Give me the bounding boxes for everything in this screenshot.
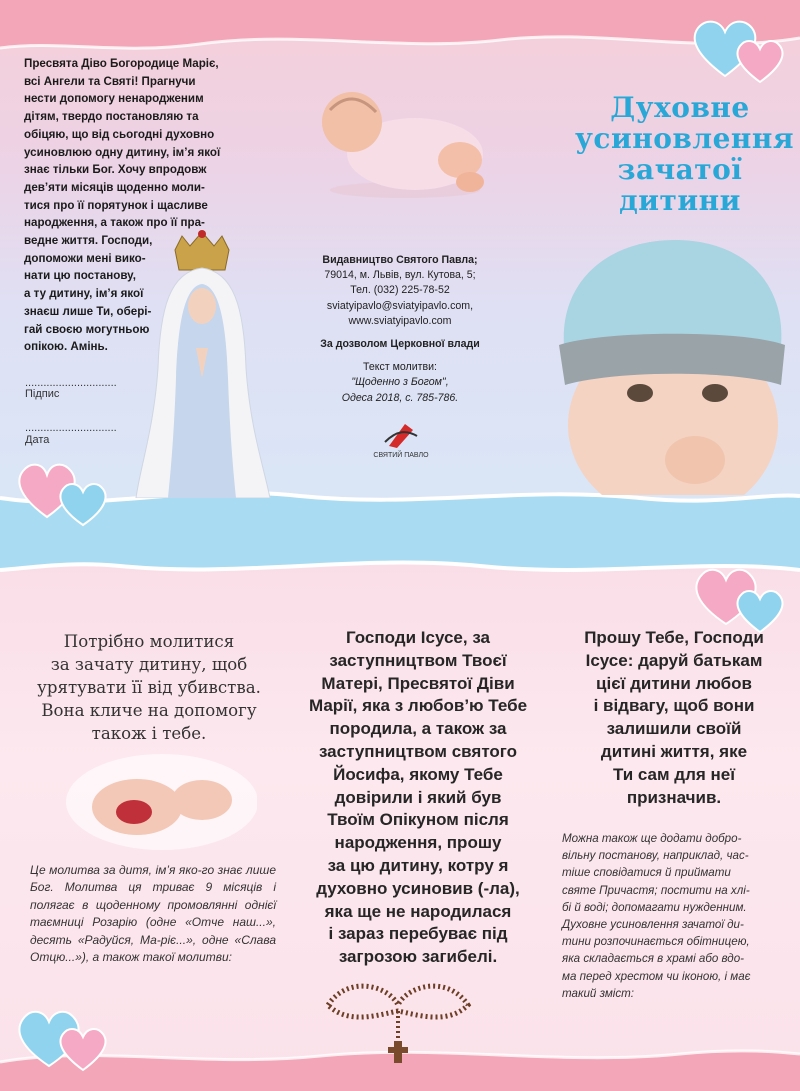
- title-line: Духовне: [610, 91, 750, 124]
- prayer-line: гай своєю могутньою: [24, 322, 150, 336]
- main-prayer-text: [290, 627, 546, 969]
- prayer-line: а ту дитину, ім’я якої: [24, 287, 144, 301]
- instruction-line: тини розпочинається обітницею,: [562, 935, 750, 949]
- instruction-line: яка складається в храмі або вдо-: [562, 952, 745, 966]
- baby-feet-photo: [62, 752, 257, 852]
- prayer-source-book: "Щоденно з Богом",: [351, 376, 449, 389]
- prayer-line: нати цю постанову,: [24, 269, 136, 283]
- prayer-line: народження, а також про її пра-: [24, 216, 205, 230]
- church-permission: За дозволом Церковної влади: [320, 338, 480, 351]
- prayer-line: опікою. Амінь.: [24, 340, 108, 354]
- signature-label: Підпис: [25, 388, 60, 400]
- brochure-title: [575, 91, 795, 217]
- instruction-line: святе Причастя; постити на хлі-: [562, 883, 750, 897]
- petition-line: Ти сам для неї: [612, 764, 736, 784]
- petition-line: призначив.: [626, 787, 722, 807]
- prayer-line: обіцяю, що від сьогодні духовно: [24, 127, 215, 141]
- main-prayer-line: Господи Ісусе, за: [345, 628, 491, 647]
- petition-line: цієї дитини любов: [596, 673, 752, 693]
- main-prayer-line: Твоїм Опікуном після: [327, 810, 509, 830]
- main-prayer-line: Матері, Пресвятої Діви: [321, 673, 515, 693]
- instruction-line: Можна також ще додати добро-: [562, 832, 742, 845]
- prayer-line: тися про її порятунок і щасливе: [24, 198, 208, 212]
- spiritual-adoption-vow: [24, 55, 256, 356]
- publisher-phone: Тел. (032) 225-78-52: [350, 284, 450, 297]
- call-line: Вона кличе на допомогу: [41, 701, 257, 720]
- petition-line: і відвагу, щоб вони: [593, 696, 755, 716]
- prayer-source-details: Одеса 2018, с. 785-786.: [341, 391, 459, 404]
- main-prayer-line: духовно усиновив (-ла),: [316, 878, 520, 898]
- publisher-logo-text: СВЯТИЙ ПАВЛО: [373, 452, 429, 459]
- instruction-line: такий зміст:: [562, 986, 635, 1000]
- hearts-bottom-left-icon: [15, 1000, 115, 1075]
- main-prayer-line: яка ще не народилася: [324, 901, 512, 921]
- rosary-image: [318, 975, 478, 1065]
- petition-line: Ісусе: даруй батькам: [585, 650, 763, 670]
- call-line: за зачату дитину, щоб: [50, 655, 248, 674]
- prayer-line: нести допомогу ненародженим: [24, 92, 204, 106]
- main-prayer-line: за цю дитину, котру я: [327, 855, 509, 875]
- main-prayer-line: породила, а також за: [329, 719, 507, 739]
- petition-prayer-text: [558, 627, 790, 809]
- main-prayer-line: заступництвом святого: [318, 741, 518, 761]
- date-dotted-line: ..............................: [25, 422, 117, 434]
- publisher-website: www.sviatyipavlo.com: [348, 314, 452, 327]
- main-prayer-line: народження, прошу: [334, 833, 502, 853]
- prayer-explanation-note: Це молитва за дитя, ім’я яко-го знає лише Бог. Молитва ця триває 9 місяців і полягає в щоденному промовлянні однієї таємниці Розарію (одне «Отче наш...», десять «Радуйся, Ма-ріє...», одне «Слава Отцю...»), а також такої молитви:: [30, 863, 276, 965]
- main-prayer-line: Марії, яка з любов’ю Тебе: [308, 696, 528, 716]
- newborn-baby-photo: [310, 82, 490, 202]
- prayer-line: знаєш лише Ти, оберi-: [24, 304, 152, 318]
- hearts-middle-left-icon: [15, 455, 115, 530]
- prayer-line: дітям, твердо постановляю та: [24, 110, 199, 124]
- prayer-source-label: Текст молитви:: [363, 361, 437, 374]
- main-prayer-line: і зараз перебуває під: [328, 924, 508, 944]
- main-prayer-line: заступництвом Твоєї: [329, 650, 507, 670]
- hearts-bottom-right-icon: [690, 560, 790, 635]
- call-line: також і тебе.: [91, 724, 207, 743]
- publisher-address: 79014, м. Львів, вул. Кутова, 5;: [324, 269, 476, 282]
- signature-dotted-line: ..............................: [25, 377, 117, 389]
- prayer-line: всі Ангели та Святі! Прагнучи: [24, 74, 196, 88]
- main-prayer-line: загрозою загибелі.: [338, 947, 498, 967]
- instruction-line: тіше сповідатися й приймати: [562, 866, 731, 880]
- call-line: урятувати її від убивства.: [37, 678, 261, 697]
- instruction-line: вільну постанову, наприклад, час-: [562, 849, 749, 863]
- prayer-line: усиновлюю одну дитину, ім’я якої: [24, 145, 221, 159]
- title-line: зачатої: [617, 153, 743, 186]
- prayer-line: ведне життя. Господи,: [24, 234, 153, 248]
- date-label: Дата: [25, 434, 50, 446]
- instruction-line: Духовне усиновлення зачатої ди-: [562, 918, 744, 932]
- publisher-info: [280, 253, 520, 406]
- prayer-line: знає тільки Бог. Хочу впродовж: [24, 163, 207, 177]
- prayer-line: Пресвята Діво Богородице Маріє,: [24, 57, 219, 70]
- vow-instructions-note: [562, 830, 784, 1002]
- baby-knit-hat-photo: [545, 235, 800, 495]
- petition-line: Прошу Тебе, Господи: [584, 628, 764, 647]
- prayer-line: допоможи мені вико-: [24, 251, 146, 265]
- call-to-pray-text: [20, 630, 278, 745]
- call-line: Потрібно молитися: [63, 632, 235, 651]
- instruction-line: бі й воді; допомагати нужденним.: [562, 900, 747, 914]
- publisher-logo-icon: [383, 420, 419, 450]
- publisher-email: sviatyipavlo@sviatyipavlo.com,: [326, 299, 474, 312]
- title-line: усиновлення: [575, 122, 795, 155]
- main-prayer-line: Йосифа, якому Тебе: [333, 764, 503, 784]
- top-wave: [0, 0, 800, 62]
- prayer-line: дев’яти місяців щоденно моли-: [24, 180, 205, 194]
- petition-line: дитині життя, яке: [600, 741, 748, 761]
- hearts-top-right-icon: [690, 14, 790, 84]
- main-prayer-line: довірили і який був: [334, 787, 502, 807]
- petition-line: залишили своїй: [606, 719, 742, 739]
- instruction-line: ма перед хрестом чи іконою, і має: [562, 969, 751, 983]
- publisher-name: Видавництво Святого Павла;: [322, 254, 478, 266]
- title-line: дитини: [619, 184, 741, 217]
